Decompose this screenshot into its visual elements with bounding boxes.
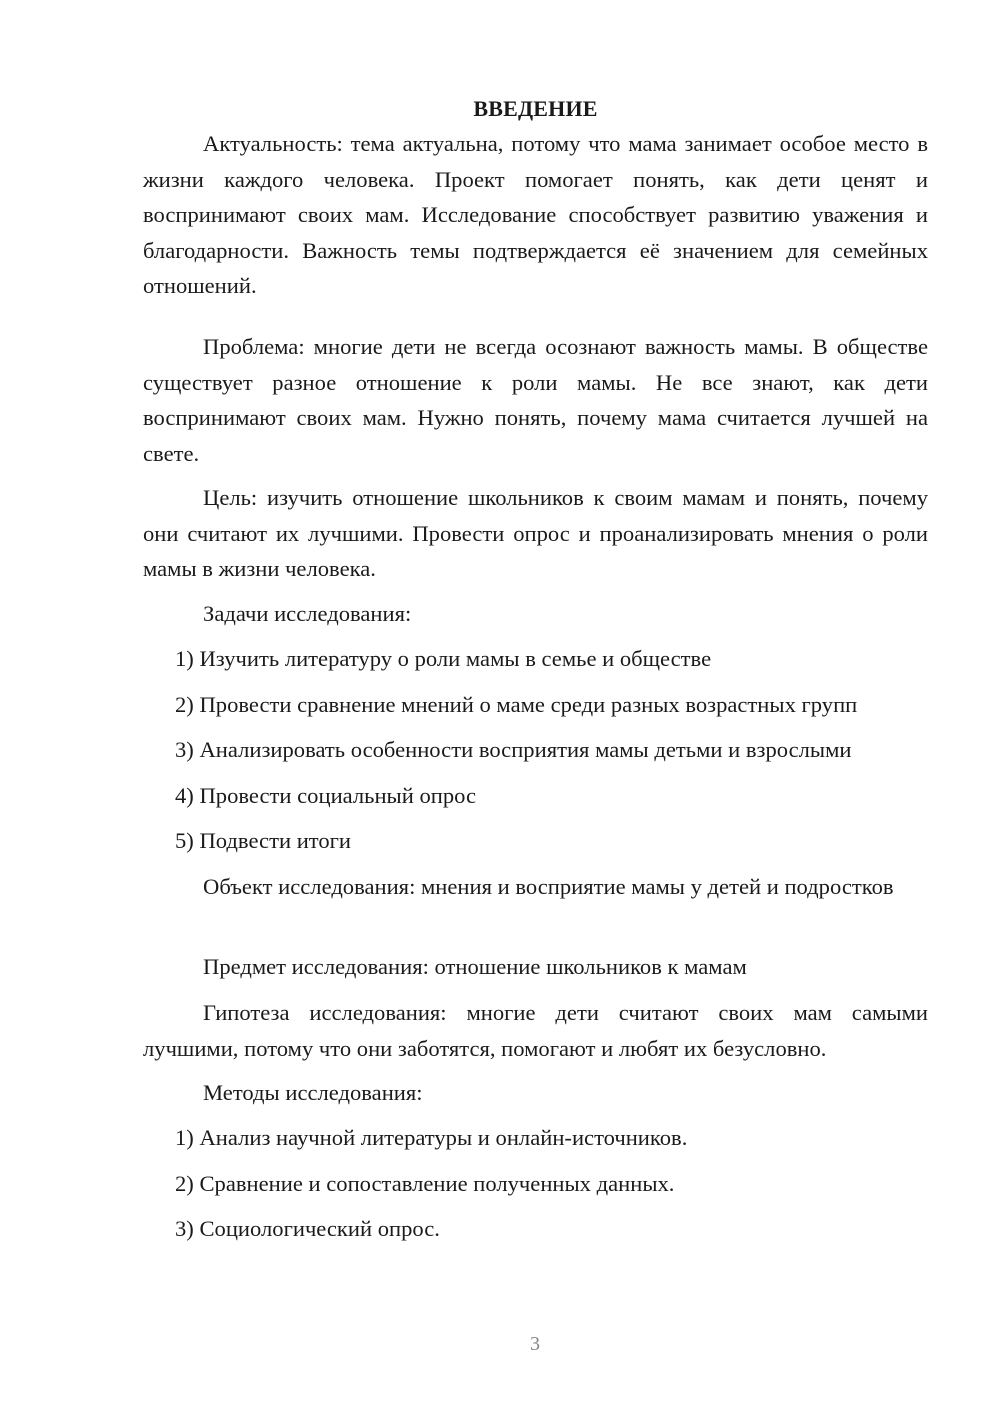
task-item: 3) Анализировать особенности восприятия мамы детьми и взрослыми — [175, 737, 852, 762]
page-number: 3 — [530, 1333, 540, 1355]
method-item: 3) Социологический опрос. — [175, 1216, 440, 1241]
section-heading: ВВЕДЕНИЕ — [473, 96, 598, 121]
object-paragraph: Объект исследования: мнения и восприятие мамы у детей и подростков — [203, 874, 894, 899]
problem-paragraph: Проблема: многие дети не всегда осознают важность мамы. В обществе существует разное отношение к роли мамы. Не все знают, как дети воспринимают своих мам. Нужно понять, почему мама считается лучшей на свете. — [143, 334, 928, 466]
methods-heading: Методы исследования: — [203, 1080, 423, 1105]
goal-paragraph: Цель: изучить отношение школьников к своим мамам и понять, почему они считают их лучшими. Провести опрос и проанализировать мнения о роли мамы в жизни человека. — [143, 485, 928, 581]
relevance-paragraph: Актуальность: тема актуальна, потому что мама занимает особое место в жизни каждого человека. Проект помогает понять, как дети ценят и воспринимают своих мам. Исследование способствует развитию уважения и благодарности. Важность темы подтверждается её значением для семейных отношений. — [143, 131, 928, 298]
tasks-heading: Задачи исследования: — [203, 601, 412, 626]
method-item: 1) Анализ научной литературы и онлайн-источников. — [175, 1125, 688, 1150]
hypothesis-paragraph: Гипотеза исследования: многие дети считают своих мам самыми лучшими, потому что они заботятся, помогают и любят их безусловно. — [143, 1000, 928, 1061]
task-item: 4) Провести социальный опрос — [175, 783, 477, 808]
task-item: 1) Изучить литературу о роли мамы в семье и обществе — [175, 646, 712, 671]
task-item: 2) Провести сравнение мнений о маме среди разных возрастных групп — [175, 692, 858, 717]
subject-paragraph: Предмет исследования: отношение школьников к мамам — [203, 954, 747, 979]
task-item: 5) Подвести итоги — [175, 828, 352, 853]
method-item: 2) Сравнение и сопоставление полученных данных. — [175, 1171, 675, 1196]
